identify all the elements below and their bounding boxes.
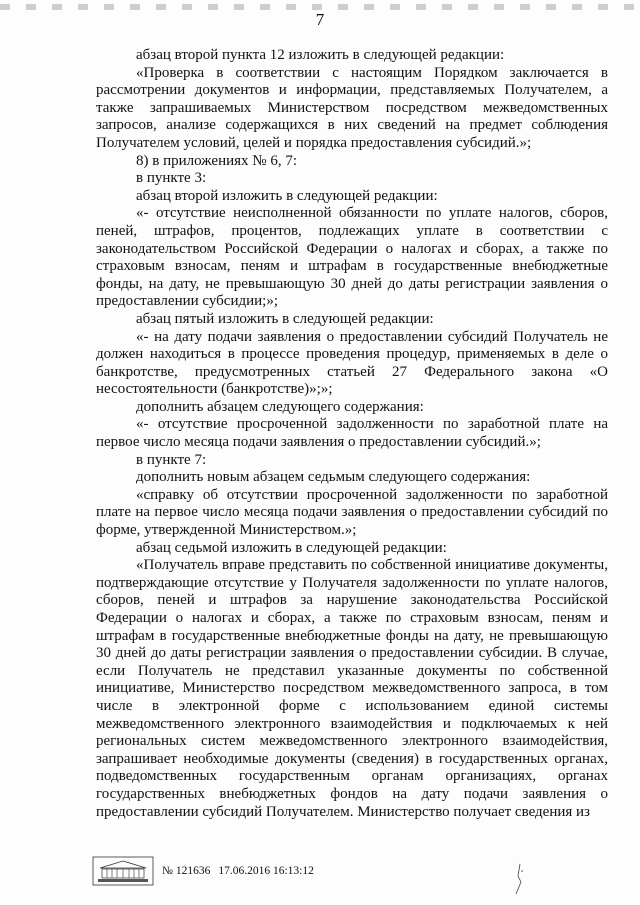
handwritten-mark-icon [510, 862, 526, 896]
paragraph: «Проверка в соответствии с настоящим Порядком заключается в рассмотрении документов и информации, представляемых Получателем, а также запрашиваемых Министерством посредством межведомственных запросов, анализе содержащихся в них сведений на предмет соблюдения Получателем условий, целей и порядка предоставления субсидий.»; [96, 64, 608, 151]
government-building-stamp-icon [92, 856, 154, 886]
paragraph: дополнить новым абзацем седьмым следующего содержания: [136, 469, 531, 486]
paragraph: «справку об отсутствии просроченной задолженности по заработной плате на первое число месяца подачи заявления о предоставлении субсидий по форме, утвержденной Министерством.»; [96, 486, 608, 539]
paragraph: «- на дату подачи заявления о предоставлении субсидий Получатель не должен находиться в процессе проведения процедур, применяемых в деле о банкротстве, предусмотренных статьей 27 Федерального закона «О несостоятельности (банкротстве)»;»; [96, 328, 608, 398]
paragraph: дополнить абзацем следующего содержания: [136, 398, 424, 415]
document-footer [92, 856, 314, 886]
paragraph: 8) в приложениях № 6, 7: [136, 152, 298, 169]
paragraph: в пункте 3: [136, 170, 207, 187]
paragraph: «- отсутствие просроченной задолженности по заработной плате на первое число месяца подачи заявления о предоставлении субсидий.»; [96, 416, 608, 451]
paragraph: абзац пятый изложить в следующей редакции: [136, 310, 434, 327]
paragraph: «Получатель вправе представить по собственной инициативе документы, подтверждающие отсутствие у Получателя задолженности по уплате налогов, сборов, пеней и штрафов за нарушение законодательства Российской Федерации о налогах и сборах, а также по страховым взносам, пеням и штрафам в государственные внебюджетные фонды на дату, не превышающую 30 дней до даты регистрации заявления о предоставлении субсидии. В случае, если Получатель не представил указанные документы по собственной инициативе, Министерство посредством межведомственного запроса, в том числе в электронной форме с использованием единой системы межведомственного электронного взаимодействия и подключаемых к ней региональных систем межведомственного электронного взаимодействия, запрашивает необходимые документы (сведения) в государственных органах, подведомственных государственным органам организациях, органах государственных внебюджетных фондов на дату подачи заявления о предоставлении субсидий Получателем. Министерство получает сведения из [96, 557, 608, 820]
paragraph: абзац второй пункта 12 изложить в следующей редакции: [136, 47, 505, 63]
document-timestamp: 17.06.2016 16:13:12 [218, 865, 314, 877]
document-number: № 121636 [162, 865, 211, 877]
paragraph: абзац второй изложить в следующей редакции: [136, 187, 438, 204]
paragraph: «- отсутствие неисполненной обязанности по уплате налогов, сборов, пеней, штрафов, процентов, подлежащих уплате в соответствии с законодательством Российской Федерации о налогах и сборах, а также по страховым взносам, пеням и штрафам в государственные внебюджетные фонды, на дату, не превышающую 30 дней до даты регистрации заявления о предоставлении субсидии;»; [96, 205, 608, 310]
paragraph: в пункте 7: [136, 451, 207, 468]
paragraph: абзац седьмой изложить в следующей редакции: [136, 539, 447, 556]
document-body [96, 47, 608, 821]
page-number: 7 [315, 10, 325, 29]
